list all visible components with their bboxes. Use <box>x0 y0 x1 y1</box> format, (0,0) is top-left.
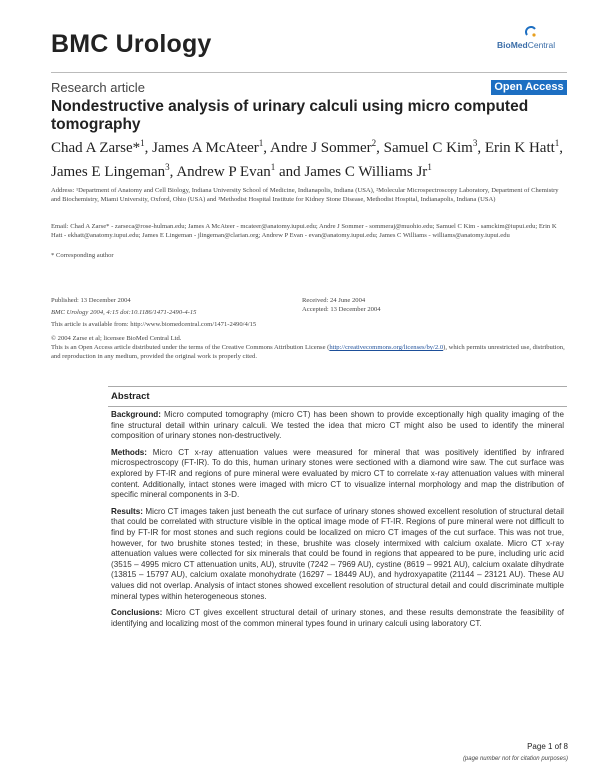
article-type: Research article <box>51 80 145 95</box>
abstract-section-text: Micro CT gives excellent structural detail of urinary stones, and these results demonstrate the feasibility of identifying and localizing most of the common mineral types found in urinary calculi using laboratory CT. <box>111 608 564 628</box>
abstract-section-label: Conclusions: <box>111 608 163 618</box>
license-link[interactable]: http://creativecommons.org/licenses/by/2.0 <box>329 344 444 351</box>
abstract-section-label: Results: <box>111 506 143 516</box>
author-list: Chad A Zarse*$^1$, James A McAteer$^1$, Andre J Sommer$^2$, Samuel C Kim$^3$, Erin K Hatt$^1$, James E Lingeman$^3$, Andrew P Evan$^1$ and James C Williams Jr$^1$ <box>51 138 564 180</box>
author-emails: Email: Chad A Zarse* - zarseca@rose-hulman.edu; James A McAteer - mcateer@anatomy.iupui.edu; Andre J Sommer - sommeraj@muohio.edu; Samuel C Kim - samckim@iupui.edu; Erin K Hatt - ekhatt@anatomy.iupui.edu; James E Lingeman - jlingeman@clarian.org; Andrew P Evan - evan@anatomy.iupui.edu; James C Williams - williams@anatomy.iupui.edu <box>51 223 557 239</box>
abstract-paragraph <box>111 507 564 602</box>
abstract-section-text: Micro CT x-ray attenuation values were measured for mineral that was positively identified by infrared microspectroscopy (FT-IR). To do this, human urinary stones were sectioned with a diamond wire saw. The cut surface was explored by FT-IR and regions of pure mineral were evaluated by micro CT to correlate x-ray attenuation values with mineral content. Additionally, intact stones were imaged with micro CT to visualize internal morphology and map the distribution of specific mineral components in 3-D. <box>111 447 564 500</box>
page-number-note: (page number not for citation purposes) <box>462 756 568 762</box>
publisher-logo-bold: BioMed <box>497 40 528 50</box>
abstract-paragraph <box>111 410 564 442</box>
accepted-date: Accepted: 13 December 2004 <box>302 306 381 313</box>
received-date: Received: 24 June 2004 <box>302 297 366 304</box>
author-affiliation-marker: 1 <box>554 138 560 148</box>
abstract-box <box>108 386 567 635</box>
abstract-heading-rule <box>108 406 567 407</box>
citation: BMC Urology 2004, 4:15 doi:10.1186/1471-2490-4-15 <box>51 309 197 316</box>
abstract-paragraph <box>111 448 564 501</box>
published-date: Published: 13 December 2004 <box>51 297 131 304</box>
availability-url[interactable]: This article is available from: http://www.biomedcentral.com/1471-2490/4/15 <box>51 321 257 328</box>
abstract-sections <box>108 410 567 629</box>
author-affiliation-marker: 1 <box>140 138 145 148</box>
abstract-section-label: Background: <box>111 410 161 419</box>
page-number: Page 1 of 8 <box>527 742 568 751</box>
publisher-logo-rest: Central <box>527 40 556 50</box>
license-text-pre: This is an Open Access article distributed under the terms of the Creative Commons Attribution License ( <box>51 344 330 351</box>
abstract-top-rule <box>108 386 567 387</box>
history-dates <box>302 296 542 314</box>
copyright: © 2004 Zarse et al; licensee BioMed Central Ltd. <box>51 335 182 342</box>
corresponding-author-note: * Corresponding author <box>51 252 114 259</box>
author-name: Samuel C Kim <box>383 140 473 156</box>
author-name: James C Williams Jr <box>304 164 428 180</box>
publisher-logo <box>497 26 567 54</box>
publisher-logo-text <box>497 40 555 50</box>
abstract-section-label: Methods: <box>111 447 147 457</box>
header-divider <box>51 72 567 73</box>
author-name: James E Lingeman <box>51 164 166 180</box>
author-affiliation-marker: 1 <box>427 162 432 172</box>
abstract-section-text: Micro CT images taken just beneath the cut surface of urinary stones showed excellent resolution of structural detail that could be correlated with structure visible in the optical image mode of FT-IR. Regions of pure mineral were not difficult to find by FT-IR for most stones and such regions could be localized on micro CT images of the cut surface. This was not true, however, for two brushite stones tested; in these, brushite was closely intermixed with calcium oxalate. Micro CT x-ray attenuation values were collected for six minerals that could be found in regions that appeared to be pure, including uric acid (3515 – 4995 micro CT attenuation units, AU), struvite (7242 – 7969 AU), cystine (8619 – 9921 AU), calcium oxalate dihydrate (13815 – 15797 AU), calcium oxalate monohydrate (16297 – 18449 AU), and hydroxyapatite (21144 – 23121 AU). These AU values did not overlap. Analysis of intact stones showed excellent resolution of structural detail and could discriminate multiple mineral types within heterogeneous stones. <box>111 506 564 601</box>
author-affiliation-marker: 3 <box>165 162 170 172</box>
biomed-central-arc-icon <box>525 26 537 38</box>
open-access-badge: Open Access <box>491 80 567 95</box>
affiliations: Address: ¹Department of Anatomy and Cell Biology, Indiana University School of Medicine, Indianapolis, Indiana (USA), ²Molecular Microspectroscopy Laboratory, Department of Chemistry and Biochemistry, Miami University, Oxford, Ohio (USA) and ³Methodist Hospital Institute for Kidney Stone Disease, Methodist Hospital, Indianapolis, Indiana (USA) <box>51 187 559 203</box>
abstract-heading: Abstract <box>111 391 150 402</box>
abstract-section-text: Micro computed tomography (micro CT) has been shown to provide exceptionally high quality imaging of the fine structural detail within urinary calculi. We tested the idea that micro CT might also be used to identify the mineral composition of urinary stones non-destructively. <box>111 410 564 441</box>
author-name: Andrew P Evan <box>176 164 271 180</box>
author-name: Erin K Hatt <box>484 140 555 156</box>
author-affiliation-marker: 2 <box>371 138 377 148</box>
author-affiliation-marker: 1 <box>258 138 264 148</box>
author-affiliation-marker: 3 <box>472 138 478 148</box>
author-name: Andre J Sommer <box>269 140 372 156</box>
license-text-post: ), which permits unrestricted use, distribution, and reproduction in any medium, provided the original work is properly cited. <box>51 344 565 360</box>
abstract-paragraph <box>111 608 564 629</box>
author-affiliation-marker: 1 <box>270 162 276 172</box>
author-name: James A McAteer <box>152 140 259 156</box>
author-name: Chad A Zarse* <box>51 140 141 156</box>
journal-title: BMC Urology <box>51 30 212 58</box>
article-title: Nondestructive analysis of urinary calculi using micro computed tomography <box>51 98 529 133</box>
license-statement <box>51 343 566 361</box>
